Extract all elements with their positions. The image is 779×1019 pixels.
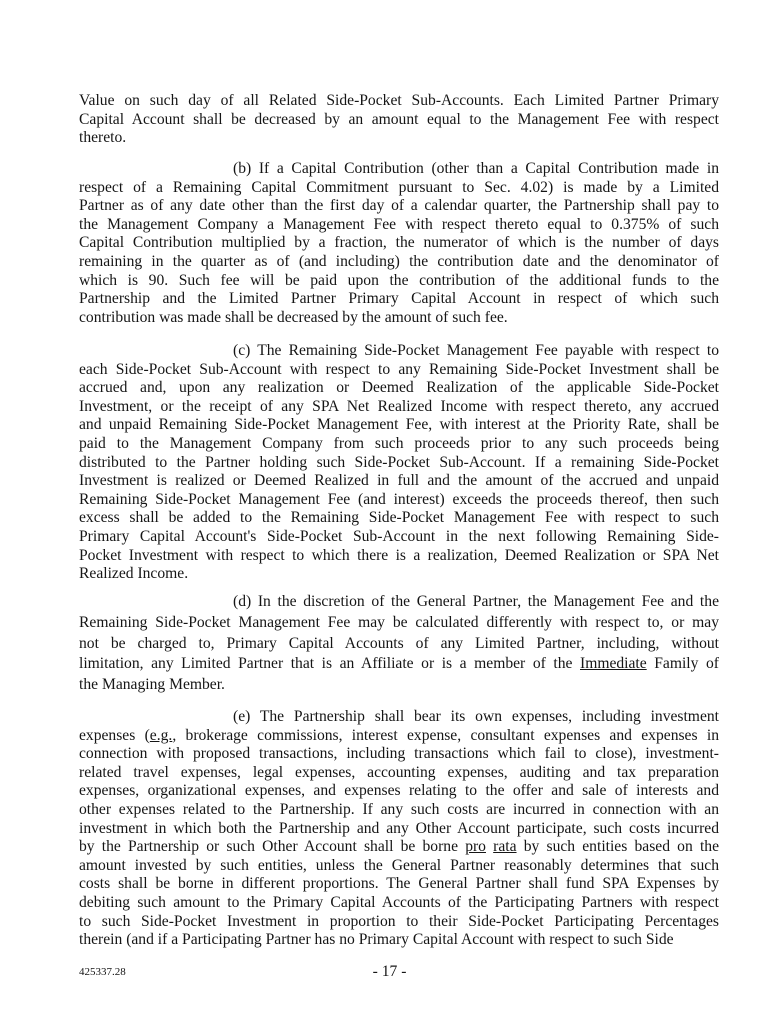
text-line: Investment is realized or Deemed Realized in full and the amount of the accrued and unpaid	[79, 472, 719, 490]
paragraph-a-continuation	[79, 92, 719, 148]
text-line: (d) In the discretion of the General Partner, the Management Fee and the	[233, 593, 719, 610]
document-id: 425337.28	[79, 966, 126, 978]
text-line: remaining in the quarter as of (and including) the contribution date and the denominator of	[79, 252, 719, 270]
text-line: (b) If a Capital Contribution (other than a Capital Contribution made in	[233, 160, 719, 177]
text-line	[79, 727, 719, 746]
paragraph-c	[79, 342, 719, 584]
underlined-term: pro	[465, 838, 486, 856]
text-line	[79, 654, 719, 675]
text-line: excess shall be added to the Remaining Side-Pocket Management Fee with respect to such	[79, 509, 719, 527]
text-line: each Side-Pocket Sub-Account with respect to any Remaining Side-Pocket Investment shall be	[79, 360, 719, 378]
text-line: Pocket Investment with respect to which there is a realization, Deemed Realization or SPA Net	[79, 546, 719, 564]
underlined-term: e.g.	[149, 726, 173, 744]
text-line: Value on such day of all Related Side-Pocket Sub-Accounts. Each Limited Partner Primary	[79, 92, 719, 109]
text-line: Remaining Side-Pocket Management Fee (and interest) exceeds the proceeds thereof, then such	[79, 490, 719, 508]
text-segment: , brokerage commissions, interest expense, consultant expenses and expenses in	[172, 726, 719, 744]
text-segment: expenses (	[79, 726, 150, 744]
text-line: Capital Contribution multiplied by a fraction, the numerator of which is the number of days	[79, 234, 719, 252]
text-line: contribution was made shall be decreased by the amount of such fee.	[79, 308, 508, 326]
text-line: Capital Account shall be decreased by an amount equal to the Management Fee with respect	[79, 110, 719, 128]
text-line: and unpaid Remaining Side-Pocket Management Fee, with interest at the Priority Rate, shall be	[79, 416, 719, 434]
text-segment: Family of	[646, 655, 719, 673]
text-line: expenses, organizational expenses, and expenses relating to the offer and sale of interests and	[79, 782, 719, 800]
paragraph-b	[79, 160, 719, 327]
text-line: costs shall be borne in different proportions. The General Partner shall fund SPA Expenses by	[79, 875, 719, 893]
text-line: Realized Income.	[79, 565, 189, 583]
text-line: related travel expenses, legal expenses, accounting expenses, auditing and tax preparation	[79, 763, 719, 781]
text-line: respect of a Remaining Capital Commitment pursuant to Sec. 4.02) is made by a Limited	[79, 178, 719, 196]
text-line: Primary Capital Account's Side-Pocket Sub-Account in the next following Remaining Side-	[79, 527, 719, 545]
page-number: - 17 -	[372, 963, 407, 980]
text-line: (c) The Remaining Side-Pocket Management Fee payable with respect to	[233, 342, 719, 359]
underlined-term: Immediate	[580, 655, 647, 673]
text-line	[79, 838, 719, 857]
text-line: thereto.	[79, 129, 127, 147]
text-line: amount invested by such entities, unless the General Partner reasonably determines that such	[79, 856, 719, 874]
text-line: (e) The Partnership shall bear its own expenses, including investment	[233, 708, 719, 725]
text-line: accrued and, upon any realization or Deemed Realization of the applicable Side-Pocket	[79, 379, 719, 397]
text-line: which is 90. Such fee will be paid upon the contribution of the additional funds to the	[79, 271, 719, 289]
text-segment: by the Partnership or such Other Account shall be borne	[79, 838, 466, 856]
paragraph-e	[79, 708, 719, 950]
text-line: debiting such amount to the Primary Capital Accounts of the Participating Partners with respect	[79, 893, 719, 911]
text-line: Partnership and the Limited Partner Primary Capital Account in respect of which such	[79, 290, 719, 308]
text-line: the Managing Member.	[79, 676, 225, 694]
text-line: the Management Company a Management Fee with respect thereto equal to 0.375% of such	[79, 215, 719, 233]
text-line: investment in which both the Partnership and any Other Account participate, such costs incurred	[79, 819, 719, 837]
text-line: connection with proposed transactions, including transactions which fail to close), investment-	[79, 745, 719, 763]
text-line: therein (and if a Participating Partner has no Primary Capital Account with respect to such Side	[79, 931, 674, 949]
text-line: Investment, or the receipt of any SPA Net Realized Income with respect thereto, any accrued	[79, 397, 719, 415]
text-line: Remaining Side-Pocket Management Fee may be calculated differently with respect to, or may	[79, 613, 719, 631]
text-line: Partner as of any date other than the first day of a calendar quarter, the Partnership shall pay to	[79, 197, 719, 215]
text-segment: limitation, any Limited Partner that is an Affiliate or is a member of the	[79, 655, 580, 673]
text-segment: by such entities based on the	[516, 838, 719, 856]
text-line: paid to the Management Company from such proceeds prior to any such proceeds being	[79, 434, 719, 452]
text-line: other expenses related to the Partnership. If any such costs are incurred in connection with an	[79, 800, 719, 818]
text-line: not be charged to, Primary Capital Accounts of any Limited Partner, including, without	[79, 634, 719, 652]
text-line: distributed to the Partner holding such Side-Pocket Sub-Account. If a remaining Side-Pocket	[79, 453, 719, 471]
text-line: to such Side-Pocket Investment in proportion to their Side-Pocket Participating Percentages	[79, 912, 719, 930]
paragraph-d	[79, 592, 719, 696]
underlined-term: rata	[493, 838, 517, 856]
